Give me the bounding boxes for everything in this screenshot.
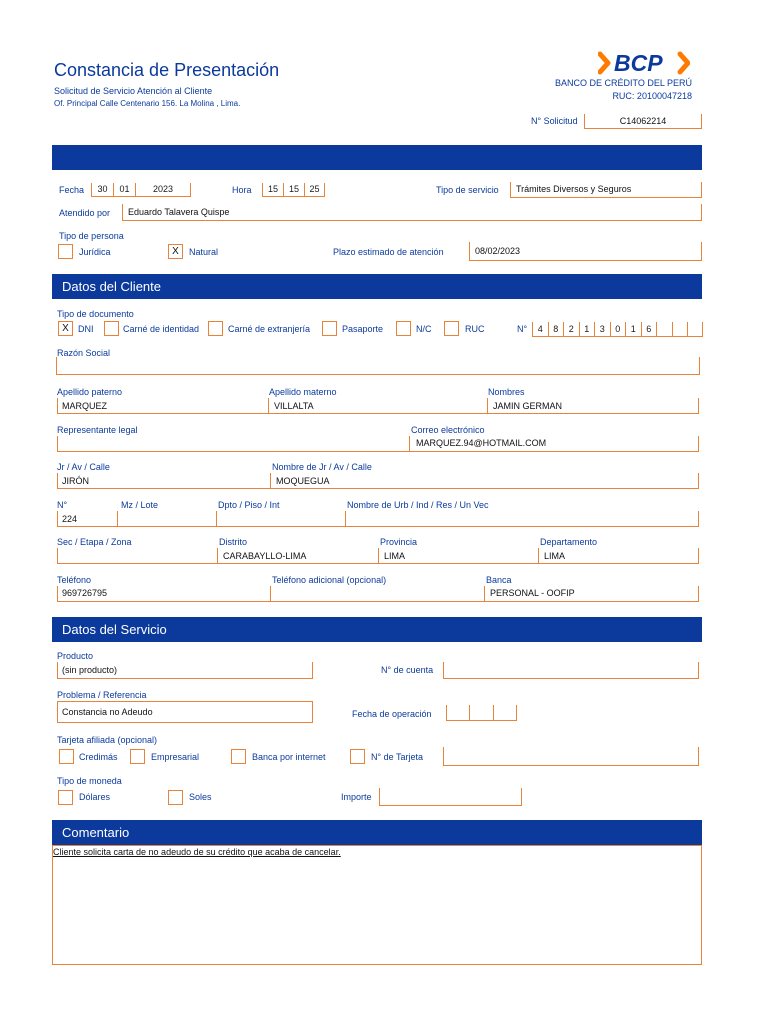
moneda-label: Tipo de moneda xyxy=(57,776,122,786)
n-tarjeta-label: N° de Tarjeta xyxy=(371,752,423,762)
doc-option-label: Pasaporte xyxy=(342,324,384,334)
page-subtitle: Solicitud de Servicio Atención al Cliente xyxy=(54,86,213,96)
correo-label: Correo electrónico xyxy=(411,425,485,435)
banca-field[interactable] xyxy=(484,586,699,602)
ap-materno-field[interactable] xyxy=(268,398,487,414)
hora-minutes[interactable]: 15 xyxy=(283,183,304,197)
ap-paterno-value: MARQUEZ xyxy=(62,401,107,411)
correo-field[interactable] xyxy=(409,436,699,452)
distrito-value: CARABAYLLO-LIMA xyxy=(223,551,307,561)
plazo-label: Plazo estimado de atención xyxy=(333,247,444,257)
via-value: JIRÓN xyxy=(62,476,89,486)
banca-internet-checkbox[interactable] xyxy=(231,749,246,764)
atendido-label: Atendido por xyxy=(59,208,111,218)
header-band xyxy=(52,145,702,170)
banca-internet-label: Banca por internet xyxy=(252,752,326,762)
doc-option-label: Carné de identidad xyxy=(123,324,200,334)
fecha-op-day[interactable] xyxy=(446,705,469,721)
correo-value: MARQUEZ.94@HOTMAIL.COM xyxy=(416,438,547,448)
nombres-field[interactable] xyxy=(487,398,699,414)
hora-hours[interactable]: 15 xyxy=(262,183,283,197)
comentario-box[interactable] xyxy=(52,845,702,965)
fecha-op-year[interactable] xyxy=(493,705,517,721)
dolares-label: Dólares xyxy=(79,792,111,802)
empresarial-label: Empresarial xyxy=(151,752,200,762)
departamento-value: LIMA xyxy=(544,551,566,561)
n-tarjeta-checkbox[interactable] xyxy=(350,749,365,764)
section-cliente xyxy=(52,274,702,299)
section-cliente-title: Datos del Cliente xyxy=(62,279,161,294)
section-comentario-title: Comentario xyxy=(62,825,130,840)
fecha-day[interactable]: 30 xyxy=(91,183,113,197)
numero-dir-field[interactable] xyxy=(57,511,117,527)
representante-label: Representante legal xyxy=(57,425,138,435)
tipo-servicio-field[interactable] xyxy=(510,182,702,198)
nombres-value: JAMIN GERMAN xyxy=(493,401,563,411)
fecha-op-label: Fecha de operación xyxy=(352,709,432,719)
doc-option-checkbox[interactable] xyxy=(208,321,223,336)
section-servicio xyxy=(52,617,702,642)
banca-label: Banca xyxy=(486,575,512,585)
atendido-field[interactable] xyxy=(122,204,702,221)
doc-number-digit[interactable]: 3 xyxy=(594,322,610,337)
via-label: Jr / Av / Calle xyxy=(57,462,110,472)
doc-option-label: Carné de extranjería xyxy=(228,324,311,334)
tipo-persona-label: Tipo de persona xyxy=(59,231,124,241)
fecha-month[interactable]: 01 xyxy=(113,183,135,197)
cuenta-field[interactable] xyxy=(443,662,699,679)
ap-paterno-label: Apellido paterno xyxy=(57,387,123,397)
nombres-label: Nombres xyxy=(488,387,525,397)
bank-name: BANCO DE CRÉDITO DEL PERÚ xyxy=(554,78,692,88)
telefono-adic-field[interactable] xyxy=(270,586,484,602)
doc-option-checkbox[interactable] xyxy=(444,321,459,336)
doc-number-digit[interactable]: 6 xyxy=(641,322,657,337)
credimas-label: Credimás xyxy=(79,752,118,762)
soles-checkbox[interactable] xyxy=(168,790,183,805)
doc-number-digit[interactable] xyxy=(656,322,672,337)
telefono-label: Teléfono xyxy=(57,575,92,585)
doc-number-digit[interactable]: 1 xyxy=(579,322,595,337)
doc-number-digit[interactable]: 8 xyxy=(548,322,564,337)
banca-value: PERSONAL - OOFIP xyxy=(490,588,575,598)
doc-number-digit[interactable]: 0 xyxy=(610,322,626,337)
razon-social-label: Razón Social xyxy=(57,348,111,358)
ap-paterno-field[interactable] xyxy=(57,398,268,414)
provincia-field[interactable] xyxy=(378,548,538,564)
provincia-value: LIMA xyxy=(384,551,406,561)
juridica-label: Jurídica xyxy=(79,247,111,257)
ap-materno-label: Apellido materno xyxy=(269,387,337,397)
section-servicio-title: Datos del Servicio xyxy=(62,622,167,637)
bcp-logo-text: BCP xyxy=(614,50,663,76)
problema-field[interactable] xyxy=(57,701,313,723)
plazo-field[interactable] xyxy=(469,242,702,261)
atendido-value: Eduardo Talavera Quispe xyxy=(128,207,230,217)
fecha-label: Fecha xyxy=(59,185,85,195)
producto-label: Producto xyxy=(57,651,94,661)
dpto-label: Dpto / Piso / Int xyxy=(218,500,280,510)
tipo-servicio-value: Trámites Diversos y Seguros xyxy=(516,184,632,194)
doc-number-digit[interactable] xyxy=(672,322,688,337)
departamento-label: Departamento xyxy=(540,537,598,547)
doc-number-digit[interactable]: 2 xyxy=(563,322,579,337)
mz-label: Mz / Lote xyxy=(121,500,159,510)
telefono-field[interactable] xyxy=(57,586,270,602)
nombre-via-value: MOQUEGUA xyxy=(276,476,330,486)
problema-label: Problema / Referencia xyxy=(57,690,147,700)
empresarial-checkbox[interactable] xyxy=(130,749,145,764)
doc-option-checkbox[interactable] xyxy=(104,321,119,336)
problema-value: Constancia no Adeudo xyxy=(62,707,153,717)
credimas-checkbox[interactable] xyxy=(59,749,74,764)
soles-label: Soles xyxy=(189,792,212,802)
nombre-via-field[interactable] xyxy=(270,473,699,489)
natural-checkbox[interactable]: X xyxy=(168,244,183,259)
doc-number-digit[interactable] xyxy=(687,322,703,337)
representante-field[interactable] xyxy=(57,436,409,452)
page-title: Constancia de Presentación xyxy=(54,60,280,80)
juridica-checkbox[interactable] xyxy=(58,244,73,259)
fecha-op-month[interactable] xyxy=(469,705,493,721)
n-tarjeta-field[interactable] xyxy=(443,747,699,766)
bank-ruc: RUC: 20100047218 xyxy=(612,91,692,101)
comentario-text: Cliente solicita carta de no adeudo de su crédito que acaba de cancelar. xyxy=(53,847,341,857)
sec-label: Sec / Etapa / Zona xyxy=(57,537,132,547)
tipo-servicio-label: Tipo de servicio xyxy=(436,185,499,195)
numero-doc-label: N° xyxy=(517,324,528,334)
office-address: Of. Principal Calle Centenario 156. La Molina , Lima. xyxy=(54,99,241,108)
producto-field[interactable] xyxy=(57,662,313,679)
dpto-field[interactable] xyxy=(216,511,345,527)
bcp-logo xyxy=(598,50,690,76)
solicitud-label: N° Solicitud xyxy=(531,116,578,126)
natural-label: Natural xyxy=(189,247,219,257)
doc-option-checkbox[interactable] xyxy=(396,321,411,336)
hora-label: Hora xyxy=(232,185,252,195)
nombre-via-label: Nombre de Jr / Av / Calle xyxy=(272,462,372,472)
importe-label: Importe xyxy=(341,792,372,802)
plazo-value: 08/02/2023 xyxy=(475,246,521,256)
doc-option-label: N/C xyxy=(416,324,432,334)
doc-option-checkbox[interactable] xyxy=(322,321,337,336)
mz-field[interactable] xyxy=(117,511,216,527)
fecha-year[interactable]: 2023 xyxy=(135,183,191,197)
importe-field[interactable] xyxy=(379,788,522,806)
distrito-field[interactable] xyxy=(217,548,378,564)
hora-seconds[interactable]: 25 xyxy=(304,183,325,197)
tipo-doc-label: Tipo de documento xyxy=(57,309,134,319)
numero-dir-value: 224 xyxy=(62,514,78,524)
provincia-label: Provincia xyxy=(380,537,418,547)
cuenta-label: N° de cuenta xyxy=(381,665,434,675)
departamento-field[interactable] xyxy=(538,548,699,564)
numero-dir-label: N° xyxy=(57,500,68,510)
doc-option-checkbox[interactable]: X xyxy=(58,321,73,336)
doc-number-digit[interactable]: 4 xyxy=(532,322,548,337)
razon-social-field[interactable] xyxy=(56,357,700,375)
doc-option-label: RUC xyxy=(465,324,485,334)
tarjeta-label: Tarjeta afiliada (opcional) xyxy=(57,735,158,745)
distrito-label: Distrito xyxy=(219,537,248,547)
ap-materno-value: VILLALTA xyxy=(274,401,314,411)
doc-number-digit[interactable]: 1 xyxy=(625,322,641,337)
section-comentario xyxy=(52,820,702,845)
telefono-value: 969726795 xyxy=(62,588,108,598)
dolares-checkbox[interactable] xyxy=(58,790,73,805)
telefono-adic-label: Teléfono adicional (opcional) xyxy=(272,575,387,585)
urb-label: Nombre de Urb / Ind / Res / Un Vec xyxy=(347,500,489,510)
sec-field[interactable] xyxy=(57,548,217,564)
solicitud-number: C14062214 xyxy=(584,114,702,129)
via-field[interactable] xyxy=(57,473,270,489)
urb-field[interactable] xyxy=(345,511,699,527)
producto-value: (sin producto) xyxy=(62,665,118,675)
doc-option-label: DNI xyxy=(78,324,94,334)
